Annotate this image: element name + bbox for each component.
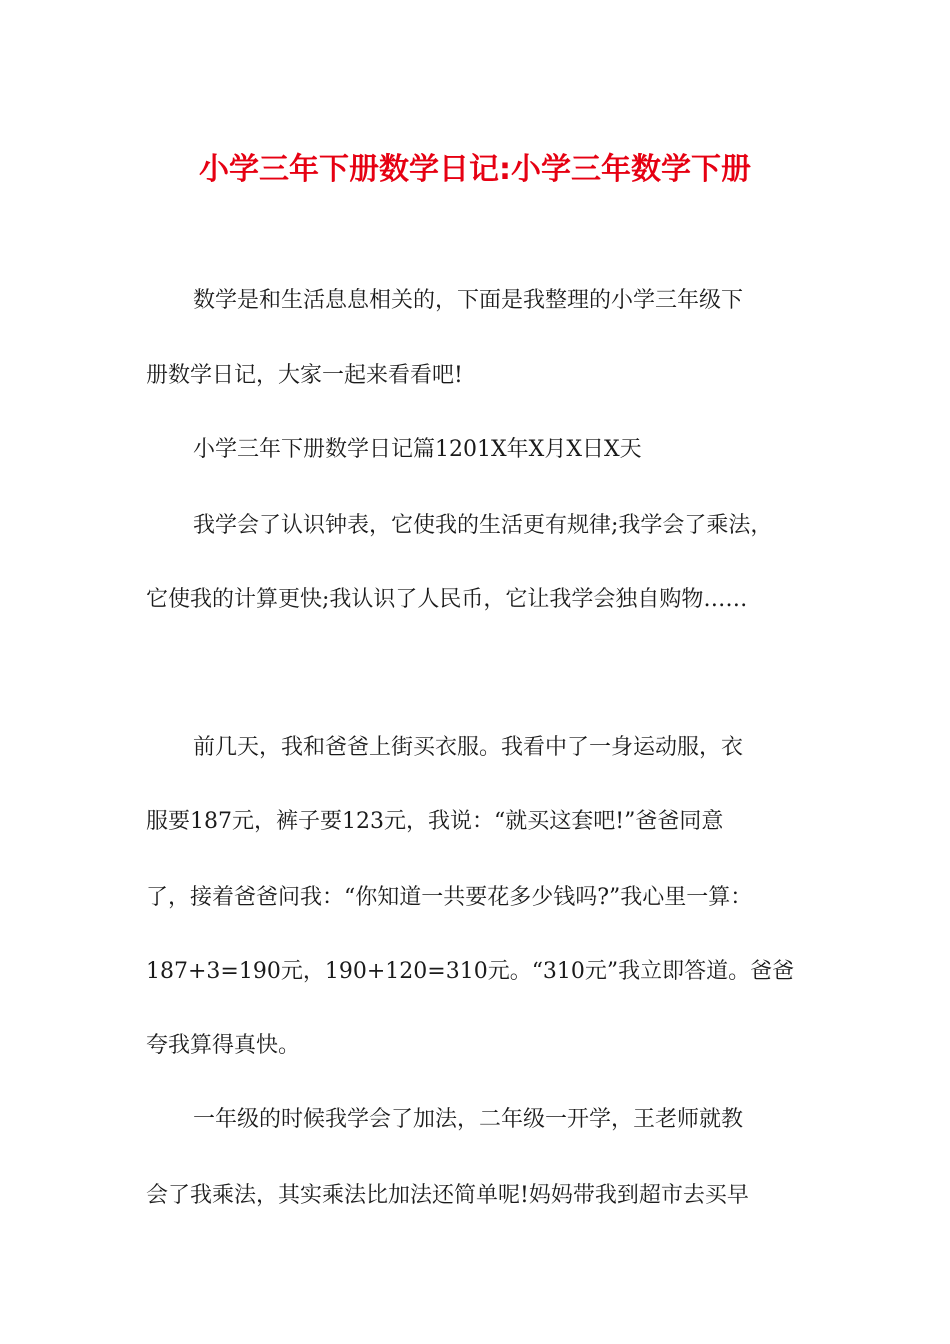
paragraph-line: 它使我的计算更快;我认识了人民币，它让我学会独自购物…… <box>146 587 748 612</box>
document-title: 小学三年下册数学日记:小学三年数学下册 <box>199 152 751 187</box>
paragraph-line: 小学三年下册数学日记篇1201X年X月X日X天 <box>193 437 642 462</box>
paragraph-line: 服要187元，裤子要123元，我说：“就买这套吧!”爸爸同意 <box>146 809 724 834</box>
paragraph-line: 前几天，我和爸爸上街买衣服。我看中了一身运动服，衣 <box>193 735 744 760</box>
paragraph-line: 我学会了认识钟表，它使我的生活更有规律;我学会了乘法， <box>193 513 773 538</box>
paragraph-line: 数学是和生活息息相关的，下面是我整理的小学三年级下 <box>193 288 744 313</box>
paragraph-line: 一年级的时候我学会了加法，二年级一开学，王老师就教 <box>193 1107 744 1132</box>
paragraph-line: 册数学日记，大家一起来看看吧! <box>146 363 463 388</box>
paragraph-line: 会了我乘法，其实乘法比加法还简单呢!妈妈带我到超市去买早 <box>146 1183 749 1208</box>
paragraph-line: 187+3=190元，190+120=310元。“310元”我立即答道。爸爸 <box>146 959 795 984</box>
paragraph-line: 了，接着爸爸问我：“你知道一共要花多少钱吗?”我心里一算： <box>146 885 753 910</box>
paragraph-line: 夸我算得真快。 <box>146 1033 301 1058</box>
